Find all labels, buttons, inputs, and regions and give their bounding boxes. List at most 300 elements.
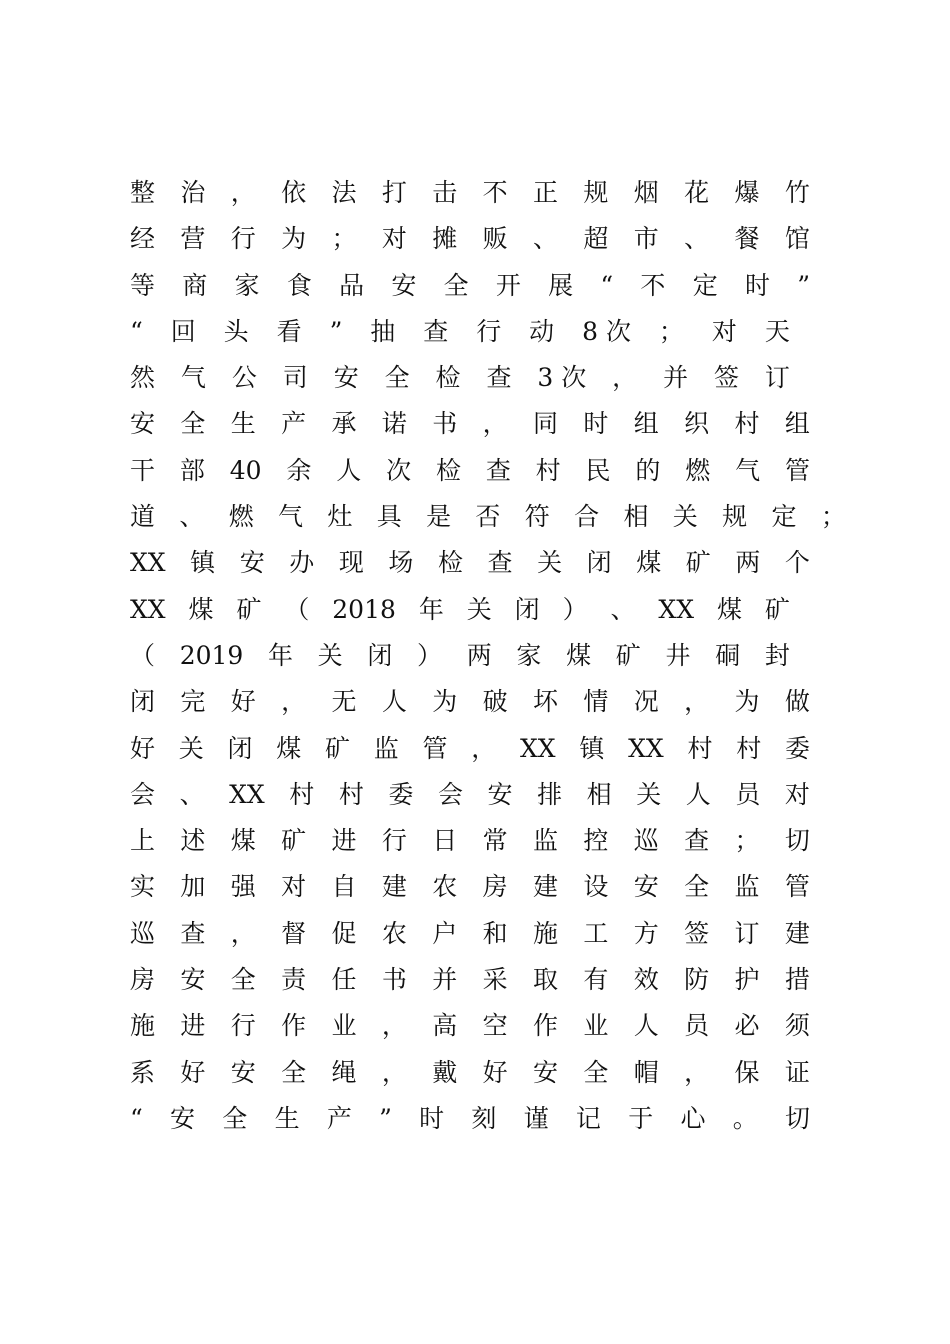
text-char: 全: [443, 270, 469, 300]
text-char: 关: [672, 502, 698, 532]
text-char: 营: [180, 224, 206, 254]
text-char: 实: [130, 872, 156, 902]
text-char: 动: [529, 316, 555, 346]
text-char: 矿: [325, 733, 351, 763]
text-char: 采: [482, 965, 508, 995]
text-char: 人: [336, 455, 362, 485]
text-line: [130, 355, 790, 401]
text-char: 促: [331, 918, 357, 948]
text-char: 自: [331, 872, 357, 902]
text-char: 灶: [327, 502, 353, 532]
text-char: “: [130, 1103, 143, 1133]
text-char: 煤: [230, 826, 256, 856]
text-char: XX: [130, 594, 166, 624]
text-char: ，: [381, 1011, 407, 1041]
text-char: 抽: [370, 316, 396, 346]
text-char: 会: [437, 779, 463, 809]
text-char: 煤: [566, 640, 592, 670]
text-char: 戴: [432, 1057, 458, 1087]
text-char: 办: [289, 548, 315, 578]
text-char: 硐: [715, 640, 741, 670]
text-char: 煤: [636, 548, 662, 578]
text-char: 组: [784, 409, 810, 439]
text-char: 竹: [784, 178, 810, 207]
text-char: 同: [533, 409, 559, 439]
text-char: 封: [764, 640, 790, 670]
text-char: （: [284, 594, 310, 624]
text-char: 管: [784, 872, 810, 902]
text-char: XX: [520, 733, 556, 763]
text-char: 整: [130, 178, 156, 207]
text-char: 定: [692, 270, 718, 300]
text-char: 击: [432, 178, 458, 207]
text-char: 治: [180, 178, 206, 207]
text-char: 燃: [228, 502, 254, 532]
text-char: （: [130, 640, 156, 670]
text-char: 商: [182, 270, 208, 300]
text-char: 品: [339, 270, 365, 300]
text-char: 为: [432, 687, 458, 717]
text-char: 对: [711, 316, 737, 346]
text-char: 2018: [332, 594, 396, 624]
text-char: 日: [432, 826, 458, 856]
text-char: 刻: [471, 1103, 497, 1133]
text-char: 方: [633, 918, 659, 948]
text-char: 人: [381, 687, 407, 717]
text-char: 为: [281, 224, 307, 254]
text-char: 诺: [381, 409, 407, 439]
text-line: [130, 726, 810, 772]
text-char: 。: [732, 1103, 758, 1133]
text-char: 合: [574, 502, 600, 532]
text-char: 做: [784, 687, 810, 717]
text-char: 矿: [281, 826, 307, 856]
text-char: 具: [376, 502, 402, 532]
text-char: 超: [583, 224, 609, 254]
text-line: [130, 263, 810, 309]
text-char: 3 次: [537, 363, 587, 393]
text-char: ，: [230, 178, 256, 207]
text-char: 等: [130, 270, 156, 300]
text-line: [130, 170, 810, 216]
text-char: 述: [180, 826, 206, 856]
text-line: [130, 957, 810, 1003]
text-char: 会: [130, 779, 156, 809]
text-char: 系: [130, 1057, 156, 1087]
text-char: 村: [687, 733, 713, 763]
text-char: 好: [180, 1057, 206, 1087]
text-char: 安: [633, 872, 659, 902]
text-char: 检: [435, 363, 461, 393]
text-char: 设: [583, 872, 609, 902]
text-char: 织: [684, 409, 710, 439]
text-char: 帽: [633, 1057, 659, 1087]
text-char: 安: [230, 1057, 256, 1087]
text-char: 完: [180, 687, 206, 717]
text-char: 时: [583, 409, 609, 439]
text-char: 村: [535, 455, 561, 485]
text-char: 开: [495, 270, 521, 300]
text-char: 花: [684, 178, 710, 207]
text-char: 组: [633, 409, 659, 439]
text-char: 并: [432, 965, 458, 995]
text-char: 、: [179, 502, 205, 532]
text-char: 村: [736, 733, 762, 763]
text-char: 管: [784, 455, 810, 485]
text-char: 食: [286, 270, 312, 300]
text-char: 气: [278, 502, 304, 532]
text-line: [130, 401, 810, 447]
text-char: 好: [482, 1057, 508, 1087]
text-char: 干: [130, 455, 156, 485]
text-char: 依: [281, 178, 307, 207]
text-char: 人: [685, 779, 711, 809]
text-char: 房: [482, 872, 508, 902]
text-char: 监: [533, 826, 559, 856]
text-char: 然: [130, 363, 156, 393]
text-line: [130, 911, 810, 957]
text-char: 看: [276, 316, 302, 346]
text-char: 为: [734, 687, 760, 717]
text-char: 强: [230, 872, 256, 902]
text-char: 订: [764, 363, 790, 393]
text-char: 关: [317, 640, 343, 670]
text-char: ）: [562, 594, 588, 624]
text-char: 行: [381, 826, 407, 856]
text-char: 生: [230, 409, 256, 439]
text-char: ”: [797, 270, 810, 300]
text-char: 情: [583, 687, 609, 717]
text-char: 全: [384, 363, 410, 393]
text-char: 建: [381, 872, 407, 902]
text-char: 况: [633, 687, 659, 717]
text-char: 关: [178, 733, 204, 763]
text-line: [130, 1050, 810, 1096]
text-char: 护: [734, 965, 760, 995]
text-line: [130, 633, 790, 679]
text-char: 书: [432, 409, 458, 439]
text-char: 高: [432, 1011, 458, 1041]
text-char: 燃: [685, 455, 711, 485]
text-char: XX: [658, 594, 695, 624]
text-char: 对: [381, 224, 407, 254]
text-char: ，: [612, 363, 638, 393]
text-char: 上: [130, 826, 156, 856]
text-char: ，: [471, 733, 497, 763]
text-char: ”: [379, 1103, 392, 1133]
text-char: 矿: [685, 548, 711, 578]
text-char: 时: [744, 270, 770, 300]
text-char: 安: [130, 409, 156, 439]
text-line: [130, 864, 810, 910]
text-char: 摊: [432, 224, 458, 254]
text-char: 的: [635, 455, 661, 485]
text-char: 对: [281, 872, 307, 902]
text-char: 关: [537, 548, 563, 578]
text-char: 取: [533, 965, 559, 995]
text-char: 村: [734, 409, 760, 439]
text-char: 农: [381, 918, 407, 948]
text-char: 闭: [367, 640, 393, 670]
text-char: 烟: [633, 178, 659, 207]
text-char: 空: [482, 1011, 508, 1041]
text-char: 全: [180, 409, 206, 439]
text-char: 业: [583, 1011, 609, 1041]
text-char: 家: [516, 640, 542, 670]
text-line: [130, 1096, 810, 1142]
text-char: 次: [386, 455, 412, 485]
text-char: 全: [222, 1103, 248, 1133]
text-char: 法: [331, 178, 357, 207]
text-char: 业: [331, 1011, 357, 1041]
text-char: 绳: [331, 1057, 357, 1087]
text-char: 防: [684, 965, 710, 995]
text-char: 道: [130, 502, 156, 532]
text-char: ，: [230, 918, 256, 948]
text-char: 于: [628, 1103, 654, 1133]
text-char: 关: [636, 779, 662, 809]
text-char: 加: [180, 872, 206, 902]
text-char: 承: [331, 409, 357, 439]
text-char: 责: [281, 965, 307, 995]
text-line: [130, 679, 810, 725]
text-char: 检: [437, 548, 463, 578]
text-char: 产: [326, 1103, 352, 1133]
text-char: ）: [417, 640, 443, 670]
text-char: 回: [170, 316, 196, 346]
text-char: 户: [432, 918, 458, 948]
text-char: 任: [331, 965, 357, 995]
text-char: ”: [329, 316, 343, 346]
text-line: [130, 587, 790, 633]
text-char: 全: [684, 872, 710, 902]
text-char: 公: [231, 363, 257, 393]
text-char: 排: [537, 779, 563, 809]
text-line: [130, 818, 810, 864]
text-line: [130, 772, 810, 818]
text-char: ，: [684, 1057, 710, 1087]
text-char: 查: [485, 455, 511, 485]
text-char: 措: [784, 965, 810, 995]
text-line: [130, 1003, 810, 1049]
text-char: 餐: [734, 224, 760, 254]
text-char: 两: [466, 640, 492, 670]
text-char: 个: [784, 548, 810, 578]
text-char: ，: [482, 409, 508, 439]
text-char: 查: [180, 918, 206, 948]
text-char: 、: [533, 224, 559, 254]
text-char: 是: [426, 502, 452, 532]
text-char: 贩: [482, 224, 508, 254]
text-char: 时: [419, 1103, 445, 1133]
text-char: 委: [784, 733, 810, 763]
text-char: 安: [391, 270, 417, 300]
text-char: 记: [575, 1103, 601, 1133]
text-char: ；: [734, 826, 760, 856]
text-char: 镇: [579, 733, 605, 763]
text-char: 2019: [179, 640, 244, 670]
text-char: 定: [771, 502, 797, 532]
text-char: 效: [633, 965, 659, 995]
text-char: 安: [170, 1103, 196, 1133]
text-char: 查: [486, 363, 512, 393]
text-char: 切: [784, 826, 810, 856]
text-char: 订: [734, 918, 760, 948]
text-char: 安: [180, 965, 206, 995]
text-char: 、: [179, 779, 205, 809]
text-char: 产: [281, 409, 307, 439]
text-char: 行: [230, 224, 256, 254]
text-char: 查: [423, 316, 449, 346]
text-char: 闭: [227, 733, 253, 763]
text-char: 否: [475, 502, 501, 532]
text-char: 年: [267, 640, 293, 670]
text-char: 符: [524, 502, 550, 532]
text-char: “: [600, 270, 614, 300]
text-char: 好: [130, 733, 156, 763]
text-char: 部: [179, 455, 205, 485]
text-char: 安: [533, 1057, 559, 1087]
text-char: 委: [388, 779, 414, 809]
text-char: 安: [239, 548, 265, 578]
text-char: 煤: [716, 594, 742, 624]
text-char: 安: [333, 363, 359, 393]
text-char: 全: [583, 1057, 609, 1087]
text-char: 煤: [276, 733, 302, 763]
text-char: 市: [633, 224, 659, 254]
text-char: 书: [381, 965, 407, 995]
text-char: 人: [633, 1011, 659, 1041]
text-char: 检: [435, 455, 461, 485]
body-text: [130, 170, 846, 1142]
text-char: 镇: [190, 548, 216, 578]
text-char: 闭: [130, 687, 156, 717]
text-char: 司: [282, 363, 308, 393]
text-char: XX: [628, 733, 664, 763]
text-char: 施: [533, 918, 559, 948]
text-char: 切: [784, 1103, 810, 1133]
text-char: 矿: [615, 640, 641, 670]
text-char: 行: [476, 316, 502, 346]
text-char: 余: [286, 455, 312, 485]
text-char: 并: [663, 363, 689, 393]
text-char: 员: [684, 1011, 710, 1041]
text-char: 农: [432, 872, 458, 902]
text-char: 家: [234, 270, 260, 300]
text-char: 现: [338, 548, 364, 578]
text-char: 打: [381, 178, 407, 207]
text-char: 查: [684, 826, 710, 856]
text-char: 坏: [533, 687, 559, 717]
text-char: 督: [281, 918, 307, 948]
text-char: 头: [223, 316, 249, 346]
text-char: 馆: [784, 224, 810, 254]
text-char: 全: [230, 965, 256, 995]
text-char: 天: [764, 316, 790, 346]
text-char: 进: [331, 826, 357, 856]
text-char: 心: [680, 1103, 706, 1133]
text-char: 建: [784, 918, 810, 948]
text-char: 对: [784, 779, 810, 809]
text-char: 井: [665, 640, 691, 670]
text-char: 签: [684, 918, 710, 948]
text-char: 无: [331, 687, 357, 717]
text-char: 监: [373, 733, 399, 763]
text-char: “: [130, 316, 143, 346]
text-char: 不: [482, 178, 508, 207]
text-line: [130, 494, 846, 540]
text-char: 矿: [764, 594, 790, 624]
text-char: 必: [734, 1011, 760, 1041]
text-char: 年: [418, 594, 444, 624]
text-char: 行: [230, 1011, 256, 1041]
text-char: 破: [482, 687, 508, 717]
text-char: 爆: [734, 178, 760, 207]
text-char: 全: [281, 1057, 307, 1087]
text-char: 40: [229, 455, 262, 485]
text-char: 控: [583, 826, 609, 856]
text-char: 巡: [130, 918, 156, 948]
text-char: 、: [684, 224, 710, 254]
text-char: 气: [180, 363, 206, 393]
text-char: ，: [381, 1057, 407, 1087]
text-char: 查: [487, 548, 513, 578]
text-char: 村: [338, 779, 364, 809]
text-char: 监: [734, 872, 760, 902]
text-char: 展: [548, 270, 574, 300]
text-char: ；: [820, 502, 846, 532]
text-char: 矿: [236, 594, 262, 624]
text-char: 管: [422, 733, 448, 763]
text-char: 、: [610, 594, 636, 624]
text-char: 煤: [188, 594, 214, 624]
text-char: 巡: [633, 826, 659, 856]
text-char: 员: [735, 779, 761, 809]
text-char: ，: [281, 687, 307, 717]
text-char: 规: [583, 178, 609, 207]
text-char: 闭: [514, 594, 540, 624]
text-char: 须: [784, 1011, 810, 1041]
text-char: 建: [533, 872, 559, 902]
text-char: ；: [658, 316, 684, 346]
text-char: 闭: [586, 548, 612, 578]
text-char: 进: [180, 1011, 206, 1041]
text-char: XX: [229, 779, 265, 809]
text-char: 作: [281, 1011, 307, 1041]
text-char: 气: [735, 455, 761, 485]
text-char: 村: [289, 779, 315, 809]
text-char: 作: [533, 1011, 559, 1041]
text-line: [130, 448, 810, 494]
text-line: [130, 540, 810, 586]
text-char: 生: [274, 1103, 300, 1133]
text-char: 和: [482, 918, 508, 948]
text-char: 有: [583, 965, 609, 995]
text-line: [130, 309, 790, 355]
text-char: 证: [784, 1057, 810, 1087]
text-char: 谨: [523, 1103, 549, 1133]
text-char: 8 次: [582, 316, 631, 346]
text-char: 不: [640, 270, 666, 300]
text-char: 正: [533, 178, 559, 207]
text-char: ；: [331, 224, 357, 254]
text-char: 场: [388, 548, 414, 578]
text-char: 相: [586, 779, 612, 809]
text-char: XX: [130, 548, 166, 578]
text-char: 签: [713, 363, 739, 393]
text-char: 两: [735, 548, 761, 578]
text-char: 施: [130, 1011, 156, 1041]
